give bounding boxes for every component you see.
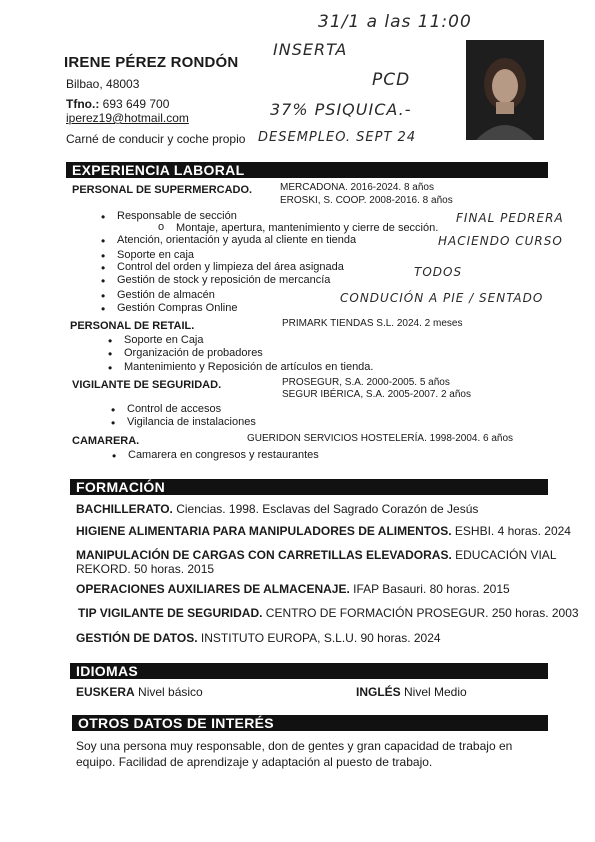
list-item: • Gestión de almacén bbox=[117, 289, 215, 301]
list-item: • Responsable de sección bbox=[117, 210, 237, 222]
languages-section-bar bbox=[70, 663, 548, 679]
education-item bbox=[76, 548, 557, 562]
languages-title: IDIOMAS bbox=[76, 663, 138, 679]
handwritten-note-3: TODOS bbox=[414, 265, 463, 279]
list-item: • Organización de probadores bbox=[124, 347, 263, 359]
list-item: • Atención, orientación y ayuda al cliente en tienda bbox=[117, 234, 356, 246]
education-item-title: OPERACIONES AUXILIARES DE ALMACENAJE. bbox=[76, 582, 350, 596]
job-company-gueridon: GUERIDON SERVICIOS HOSTELERÍA. 1998-2004. 6 años bbox=[247, 433, 514, 444]
handwritten-inserta: INSERTA bbox=[273, 40, 348, 59]
education-item-title: BACHILLERATO. bbox=[76, 502, 173, 516]
driving-license: Carné de conducir y coche propio bbox=[66, 132, 246, 146]
list-item: • Vigilancia de instalaciones bbox=[127, 416, 256, 428]
job-role-security: VIGILANTE DE SEGURIDAD. bbox=[72, 379, 222, 391]
candidate-name: IRENE PÉREZ RONDÓN bbox=[64, 54, 239, 71]
education-item bbox=[76, 582, 510, 596]
list-item: • Soporte en Caja bbox=[124, 334, 204, 346]
education-item-detail: EDUCACIÓN VIAL bbox=[451, 548, 557, 562]
handwritten-pcd: PCD bbox=[372, 70, 411, 90]
list-item: • Gestión Compras Online bbox=[117, 302, 237, 314]
job-company-primark: PRIMARK TIENDAS S.L. 2024. 2 meses bbox=[282, 318, 463, 329]
education-item-detail: IFAP Basauri. 80 horas. 2015 bbox=[349, 582, 510, 596]
language-level: Nivel Medio bbox=[400, 685, 467, 699]
list-item: • Soporte en caja bbox=[117, 249, 194, 261]
handwritten-appointment: 31/1 a las 11:00 bbox=[318, 12, 472, 32]
list-item: • Camarera en congresos y restaurantes bbox=[128, 449, 319, 461]
handwritten-note-4: CONDUCIÓN A PIE / SENTADO bbox=[340, 291, 544, 305]
handwritten-disability: 37% PSIQUICA.- bbox=[270, 100, 412, 119]
education-item-title: TIP VIGILANTE DE SEGURIDAD. bbox=[78, 606, 263, 620]
education-item-continuation: REKORD. 50 horas. 2015 bbox=[76, 562, 215, 576]
other-title: OTROS DATOS DE INTERÉS bbox=[78, 715, 274, 731]
phone-label: Tfno.: bbox=[66, 97, 100, 111]
education-item bbox=[76, 631, 441, 645]
education-item-detail: CENTRO DE FORMACIÓN PROSEGUR. 250 horas. 2003 bbox=[262, 606, 579, 620]
list-item: o Montaje, apertura, mantenimiento y cierre de sección. bbox=[176, 222, 438, 234]
education-item-title: MANIPULACIÓN DE CARGAS CON CARRETILLAS ELEVADORAS. bbox=[76, 548, 452, 562]
job-company-segur-iberica: SEGUR IBÉRICA, S.A. 2005-2007. 2 años bbox=[282, 389, 471, 400]
job-company-eroski: EROSKI, S. COOP. 2008-2016. 8 años bbox=[280, 195, 453, 206]
education-item bbox=[78, 606, 579, 620]
handwritten-note-2: HACIENDO CURSO bbox=[438, 234, 563, 248]
education-title: FORMACIÓN bbox=[76, 479, 166, 495]
phone-line bbox=[66, 97, 169, 111]
education-item-title: GESTIÓN DE DATOS. bbox=[76, 631, 198, 645]
education-item bbox=[76, 502, 478, 516]
phone-number: 693 649 700 bbox=[102, 97, 170, 111]
email-link[interactable]: iperez19@hotmail.com bbox=[66, 111, 189, 125]
job-role-retail: PERSONAL DE RETAIL. bbox=[70, 320, 195, 332]
city: Bilbao, 48003 bbox=[66, 77, 140, 91]
list-item: • Control del orden y limpieza del área asignada bbox=[117, 261, 344, 273]
education-item bbox=[76, 524, 571, 538]
education-item-detail: INSTITUTO EUROPA, S.L.U. 90 horas. 2024 bbox=[197, 631, 441, 645]
language-basque bbox=[76, 685, 203, 699]
education-item-title: HIGIENE ALIMENTARIA PARA MANIPULADORES DE ALIMENTOS. bbox=[76, 524, 452, 538]
language-name: INGLÉS bbox=[356, 685, 401, 699]
language-english bbox=[356, 685, 467, 699]
list-item: • Mantenimiento y Reposición de artículos en tienda. bbox=[124, 361, 373, 373]
job-role-supermarket: PERSONAL DE SUPERMERCADO. bbox=[72, 184, 253, 196]
other-description: Soy una persona muy responsable, don de gentes y gran capacidad de trabajo en equipo. Facilidad de aprendizaje y adaptación al puesto de trabajo. bbox=[76, 739, 513, 769]
job-role-waitress: CAMARERA. bbox=[72, 435, 140, 447]
job-company-prosegur: PROSEGUR, S.A. 2000-2005. 5 años bbox=[282, 377, 450, 388]
list-item: • Control de accesos bbox=[127, 403, 221, 415]
language-name: EUSKERA bbox=[76, 685, 135, 699]
education-item-detail: ESHBI. 4 horas. 2024 bbox=[451, 524, 571, 538]
education-item-detail: Ciencias. 1998. Esclavas del Sagrado Corazón de Jesús bbox=[172, 502, 479, 516]
profile-photo bbox=[466, 40, 544, 140]
job-company-mercadona: MERCADONA. 2016-2024. 8 años bbox=[280, 182, 434, 193]
handwritten-unemployment: DESEMPLEO. SEPT 24 bbox=[258, 130, 417, 145]
handwritten-note-1: FINAL PEDRERA bbox=[456, 211, 564, 225]
experience-title: EXPERIENCIA LABORAL bbox=[72, 162, 245, 178]
list-item: • Gestión de stock y reposición de mercancía bbox=[117, 274, 330, 286]
language-level: Nivel básico bbox=[134, 685, 203, 699]
